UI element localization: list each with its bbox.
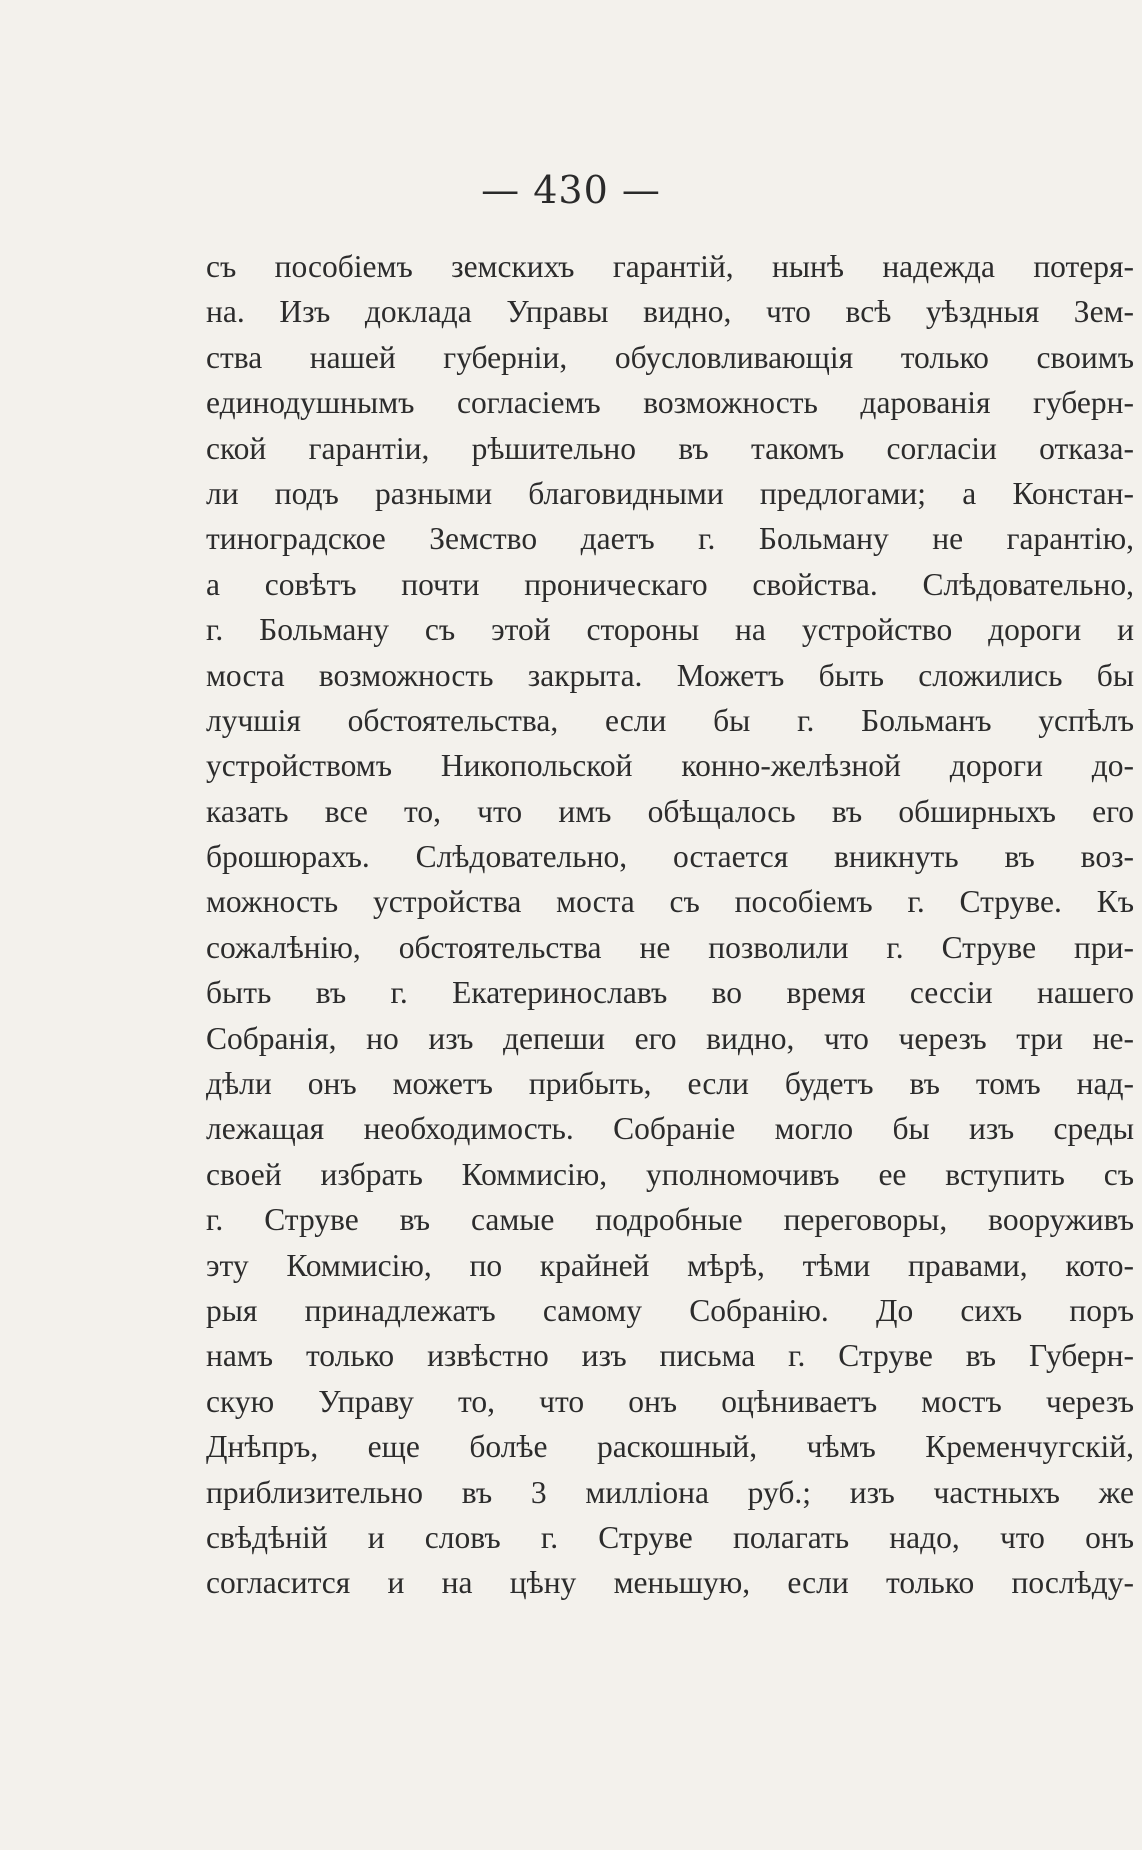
text-line: эту Коммисію, по крайней мѣрѣ, тѣми правами, кото- bbox=[206, 1247, 1134, 1283]
text-line: своей избрать Коммисію, уполномочивъ ее вступить съ bbox=[206, 1156, 1134, 1192]
text-line: лучшія обстоятельства, если бы г. Больманъ успѣлъ bbox=[206, 702, 1134, 738]
text-line: согласится и на цѣну меньшую, если только послѣду- bbox=[206, 1565, 1134, 1601]
text-line: свѣдѣній и словъ г. Струве полагать надо, что онъ bbox=[206, 1519, 1134, 1555]
text-line: тиноградское Земство даетъ г. Больману не гарантію, bbox=[206, 521, 1134, 557]
text-line: ской гарантіи, рѣшительно въ такомъ согласіи отказа- bbox=[206, 430, 1134, 466]
text-line: на. Изъ доклада Управы видно, что всѣ уѣздныя Зем- bbox=[206, 294, 1134, 330]
text-line: сожалѣнію, обстоятельства не позволили г. Струве при- bbox=[206, 929, 1134, 965]
text-line: ли подъ разными благовидными предлогами; а Констан- bbox=[206, 475, 1134, 511]
text-line: рыя принадлежатъ самому Собранію. До сихъ поръ bbox=[206, 1292, 1134, 1328]
text-line: ства нашей губерніи, обусловливающія только своимъ bbox=[206, 339, 1134, 375]
text-line: моста возможность закрыта. Можетъ быть сложились бы bbox=[206, 657, 1134, 693]
text-line: намъ только извѣстно изъ письма г. Струве въ Губерн- bbox=[206, 1338, 1134, 1374]
text-line: дѣли онъ можетъ прибыть, если будетъ въ томъ над- bbox=[206, 1066, 1134, 1102]
text-line: единодушнымъ согласіемъ возможность дарованія губерн- bbox=[206, 385, 1134, 421]
text-line: можность устройства моста съ пособіемъ г. Струве. Къ bbox=[206, 884, 1134, 920]
text-line: быть въ г. Екатеринославъ во время сессіи нашего bbox=[206, 975, 1134, 1011]
text-line: Собранія, но изъ депеши его видно, что черезъ три не- bbox=[206, 1020, 1134, 1056]
text-line: казать все то, что имъ обѣщалось въ обширныхъ его bbox=[206, 793, 1134, 829]
text-line: скую Управу то, что онъ оцѣниваетъ мостъ черезъ bbox=[206, 1383, 1134, 1419]
text-line: лежащая необходимость. Собраніе могло бы изъ среды bbox=[206, 1111, 1134, 1147]
text-line: г. Больману съ этой стороны на устройство дороги и bbox=[206, 612, 1134, 648]
text-line: устройствомъ Никопольской конно-желѣзной дороги до- bbox=[206, 748, 1134, 784]
page-number: — 430 — bbox=[481, 168, 661, 212]
text-line: приблизительно въ 3 милліона руб.; изъ частныхъ же bbox=[206, 1474, 1134, 1510]
body-text bbox=[206, 244, 1134, 1606]
text-line: Днѣпръ, еще болѣе раскошный, чѣмъ Кременчугскій, bbox=[206, 1429, 1134, 1465]
text-line: г. Струве въ самые подробные переговоры, вооруживъ bbox=[206, 1202, 1134, 1238]
text-line: съ пособіемъ земскихъ гарантій, нынѣ надежда потеря- bbox=[206, 249, 1134, 284]
text-line: брошюрахъ. Слѣдовательно, остается вникнуть въ воз- bbox=[206, 839, 1134, 875]
text-line: а совѣтъ почти проническаго свойства. Слѣдовательно, bbox=[206, 566, 1134, 602]
